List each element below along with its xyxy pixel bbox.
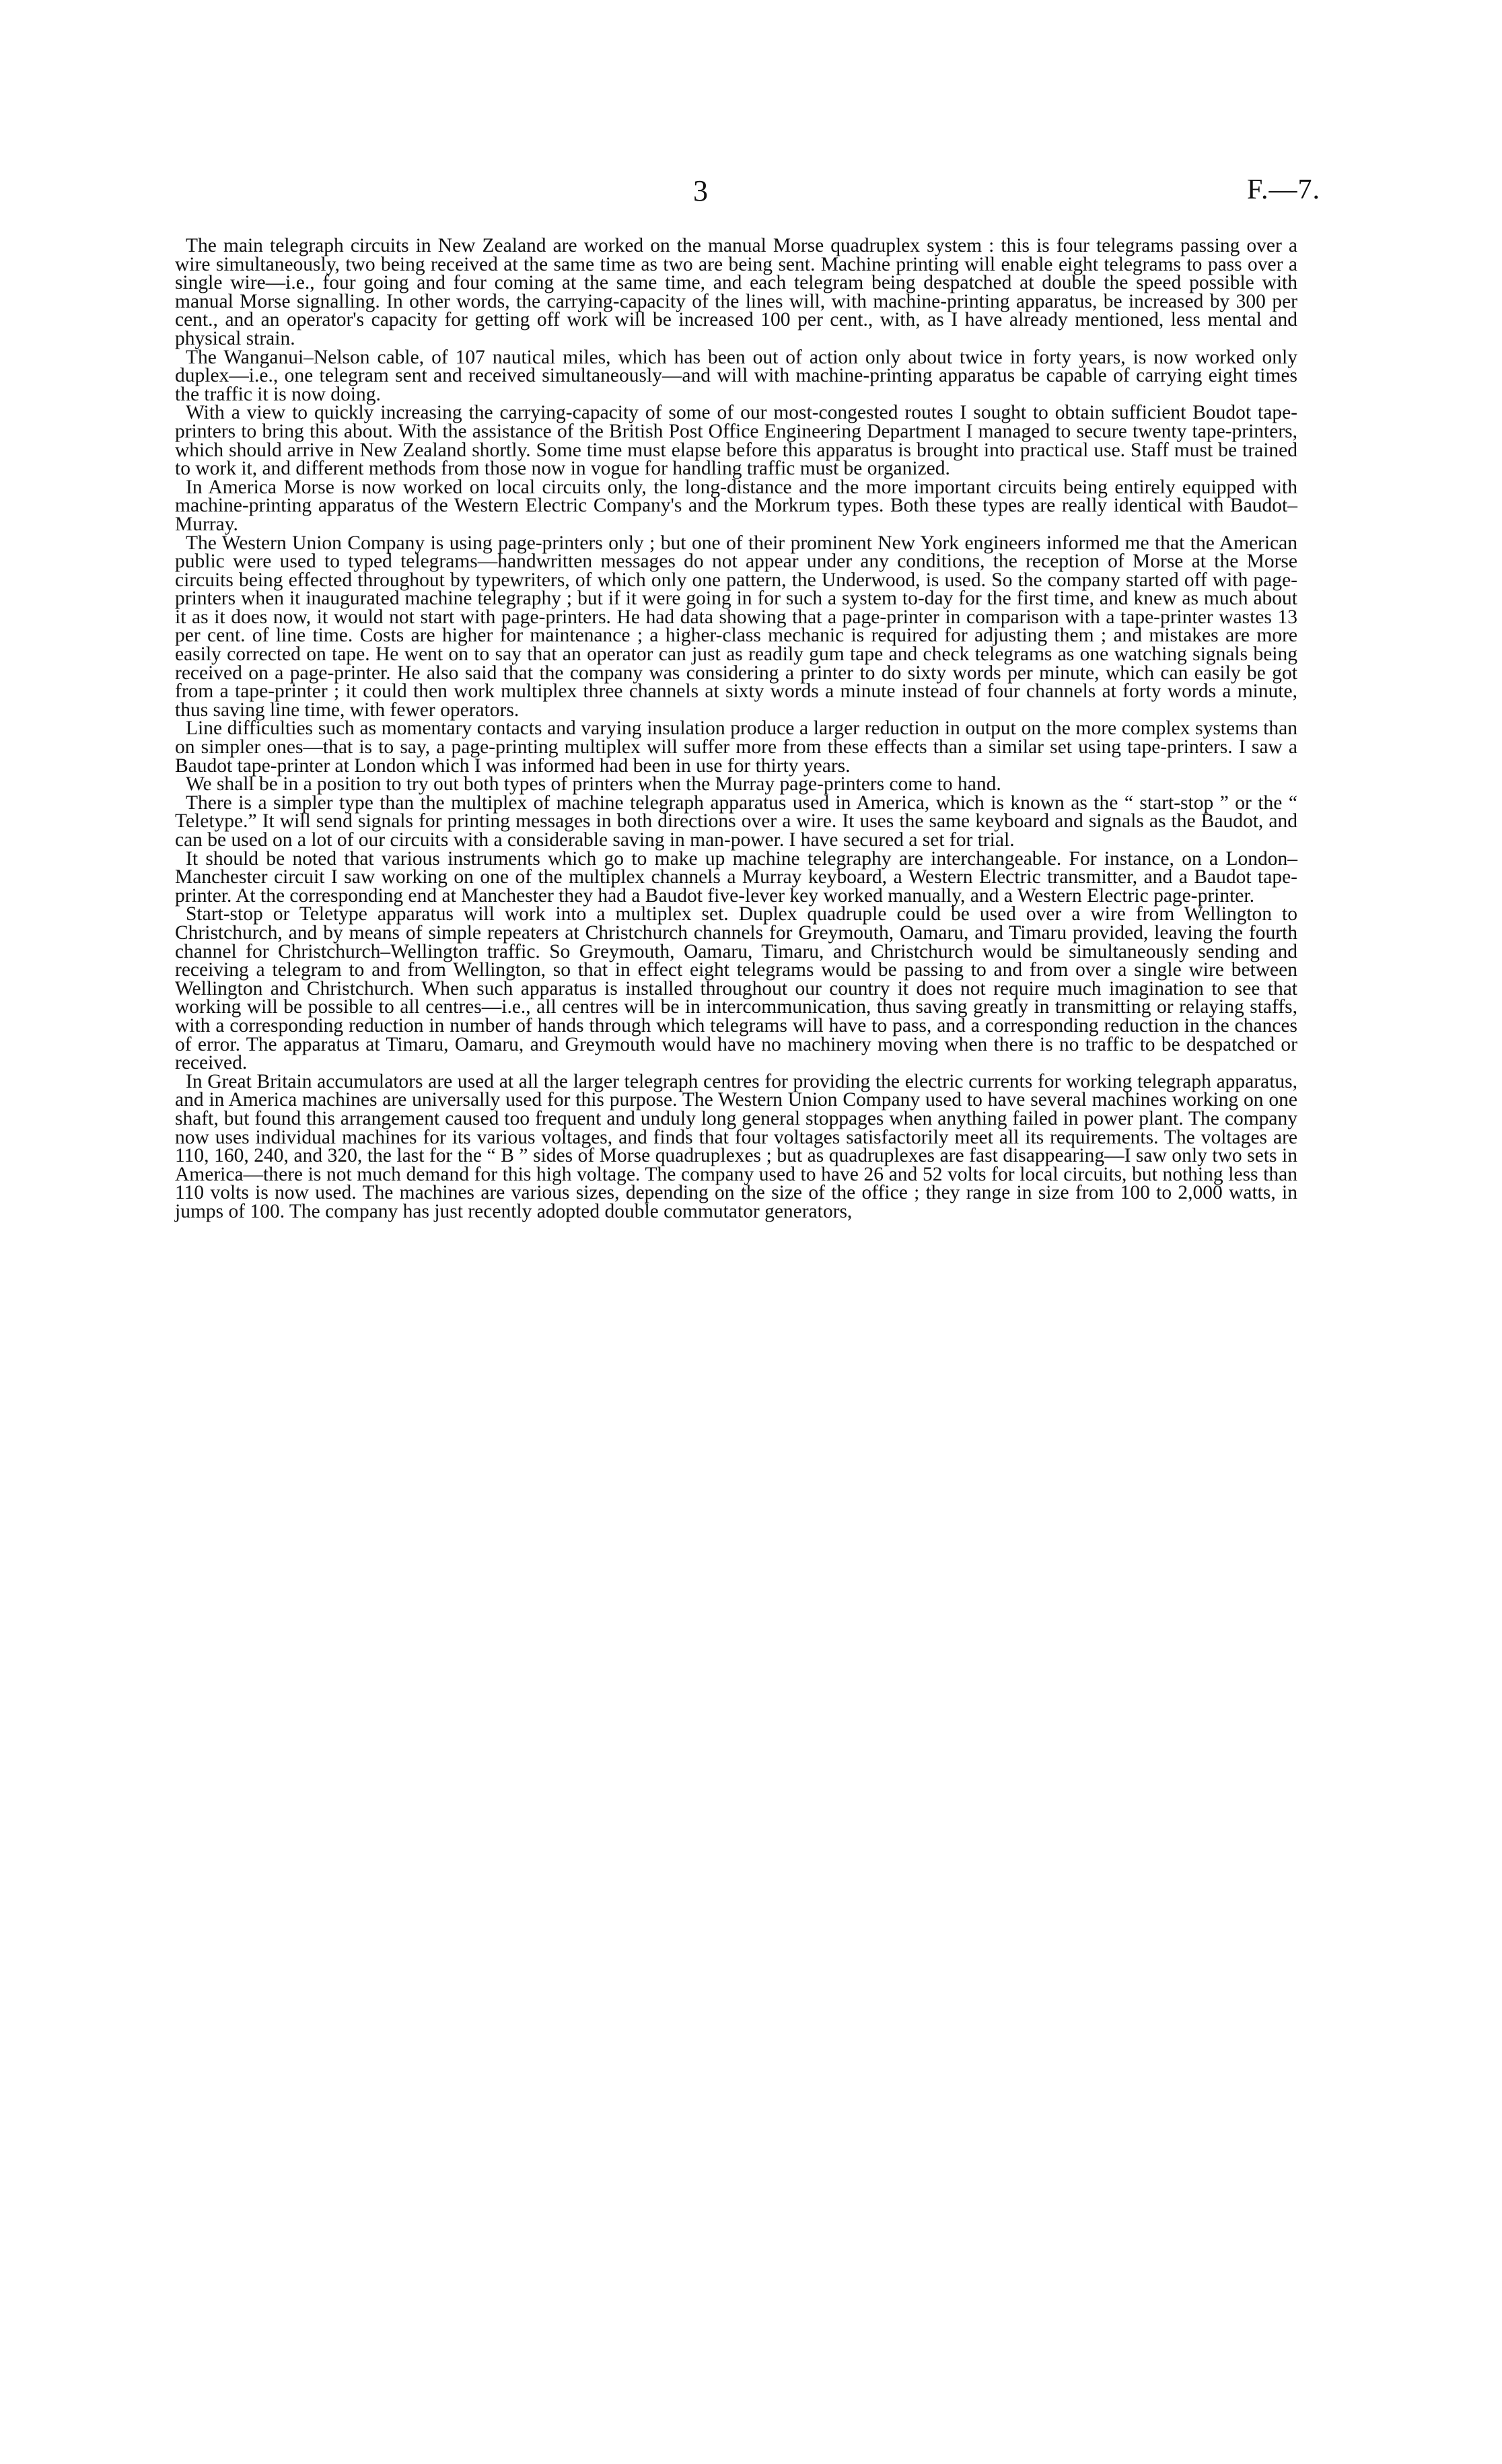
paragraph-accumulators: In Great Britain accumulators are used at all the larger telegraph centres for providing the electric currents for working telegraph apparatus, and in America machines are universally used for this purpose. The Western Union Company used to have several machines working on one shaft, but found this arrangement caused too frequent and unduly long general stoppages when anything failed in power plant. The company now uses individual machines for its various voltages, and finds that four voltages satisfactorily meet all its requirements. The voltages are 110, 160, 240, and 320, the last for the “ B ” sides of Morse quadruplexes ; but as quadruplexes are fast disappearing—I saw only two sets in America—there is not much demand for this high voltage. The company used to have 26 and 52 volts for local circuits, but nothing less than 110 volts is now used. The machines are various sizes, depending on the size of the office ; they range in size from 100 to 2,000 watts, in jumps of 100. The company has just recently adopted double commutator generators, bbox=[175, 1070, 1297, 1222]
paragraph-wanganui-nelson-cable: The Wanganui–Nelson cable, of 107 nautical miles, which has been out of action only about twice in forty years, is now worked only duplex—i.e., one telegram sent and received simultaneously—and will with machine-printing apparatus be capable of carrying eight times the traffic it is now doing. bbox=[175, 346, 1297, 405]
paragraph-murray-page-printers: We shall be in a position to try out both types of printers when the Murray page-printers come to hand. bbox=[186, 773, 1001, 796]
paragraph-line-difficulties: Line difficulties such as momentary contacts and varying insulation produce a larger reduction in output on the more complex systems than on simpler ones—that is to say, a page-printing multiplex will suffer more from these effects than a similar set using tape-printers. I saw a Baudot tape-printer at London which I was informed had been in use for thirty years. bbox=[175, 717, 1297, 777]
paragraph-quadruplex-system: The main telegraph circuits in New Zealand are worked on the manual Morse quadruplex system : this is four telegrams passing over a wire simultaneously, two being received at the same time as two are being sent. Machine printing will enable eight telegrams to pass over a single wire—i.e., four going and four coming at the same time, and each telegram being despatched at double the speed possible with manual Morse signalling. In other words, the carrying-capacity of the lines will, with machine-printing apparatus, be increased by 300 per cent., and an operator's capacity for getting off work will be increased 100 per cent., with, as I have already mentioned, less mental and physical strain. bbox=[175, 235, 1297, 349]
paragraph-multiplex-set: Start-stop or Teletype apparatus will work into a multiplex set. Duplex quadruple could be used over a wire from Wellington to Christchurch, and by means of simple repeaters at Christchurch channels for Greymouth, Oamaru, and Timaru provided, leaving the fourth channel for Christchurch–Wellington traffic. So Greymouth, Oamaru, Timaru, and Christchurch would be simultaneously sending and receiving a telegram to and from Wellington, so that in effect eight telegrams would be passing to and from over a single wire between Wellington and Christchurch. When such apparatus is installed throughout our country it does not require much imagination to see that working will be possible to all centres—i.e., all centres will be in intercommunication, thus saving greatly in transmitting or relaying staffs, with a corresponding reduction in number of hands through which telegrams will have to pass, and a corresponding reduction in the chances of error. The apparatus at Timaru, Oamaru, and Greymouth would have no machinery moving when there is no traffic to be despatched or received. bbox=[175, 903, 1297, 1074]
paragraph-start-stop-teletype: There is a simpler type than the multiplex of machine telegraph apparatus used in America, which is known as the “ start-stop ” or the “ Teletype.” It will send signals for printing messages in both directions over a wire. It uses the same keyboard and signals as the Baudot, and can be used on a lot of our circuits with a considerable saving in man-power. I have secured a set for trial. bbox=[175, 791, 1297, 851]
body-text bbox=[175, 237, 1297, 1221]
paragraph-boudot-tape-printers: With a view to quickly increasing the carrying-capacity of some of our most-congested routes I sought to obtain sufficient Boudot tape-printers to bring this about. With the assistance of the British Post Office Engineering Department I managed to secure twenty tape-printers, which should arrive in New Zealand shortly. Some time must elapse before this apparatus is brought into practical use. Staff must be trained to work it, and different methods from those now in vogue for handling traffic must be organized. bbox=[175, 402, 1297, 480]
paragraph-western-union: The Western Union Company is using page-printers only ; but one of their prominent New York engineers informed me that the American public were used to typed telegrams—handwritten messages do not appear under any conditions, the reception of Morse at the Morse circuits being effected throughout by typewriters, of which only one pattern, the Underwood, is used. So the company started off with page-printers when it inaugurated machine telegraphy ; but if it were going in for such a system to-day for the first time, and knew as much about it as it does now, it would not start with page-printers. He had data showing that a page-printer in comparison with a tape-printer wastes 13 per cent. of line time. Costs are higher for maintenance ; a higher-class mechanic is required for adjusting them ; and mistakes are more easily corrected on tape. He went on to say that an operator can just as readily gum tape and check telegrams as one watching signals being received on a page-printer. He also said that the company was considering a printer to do sixty words per minute, which can easily be got from a tape-printer ; it could then work multiplex three channels at sixty words a minute instead of four channels at forty words a minute, thus saving line time, with fewer operators. bbox=[175, 532, 1297, 721]
page-header bbox=[0, 174, 1502, 214]
paragraph-america-morse: In America Morse is now worked on local circuits only, the long-distance and the more important circuits being entirely equipped with machine-printing apparatus of the Western Electric Company's and the Morkrum types. Both these types are really identical with Baudot–Murray. bbox=[175, 476, 1297, 535]
page-number: 3 bbox=[693, 174, 708, 207]
paragraph-interchangeable-instruments: It should be noted that various instruments which go to make up machine telegraphy are interchangeable. For instance, on a London–Manchester circuit I saw working on one of the multiplex channels a Murray keyboard, a Western Electric transmitter, and a Baudot tape-printer. At the corresponding end at Manchester they had a Baudot five-lever key worked manually, and a Western Electric page-printer. bbox=[175, 847, 1297, 907]
document-reference: F.—7. bbox=[1247, 174, 1320, 205]
